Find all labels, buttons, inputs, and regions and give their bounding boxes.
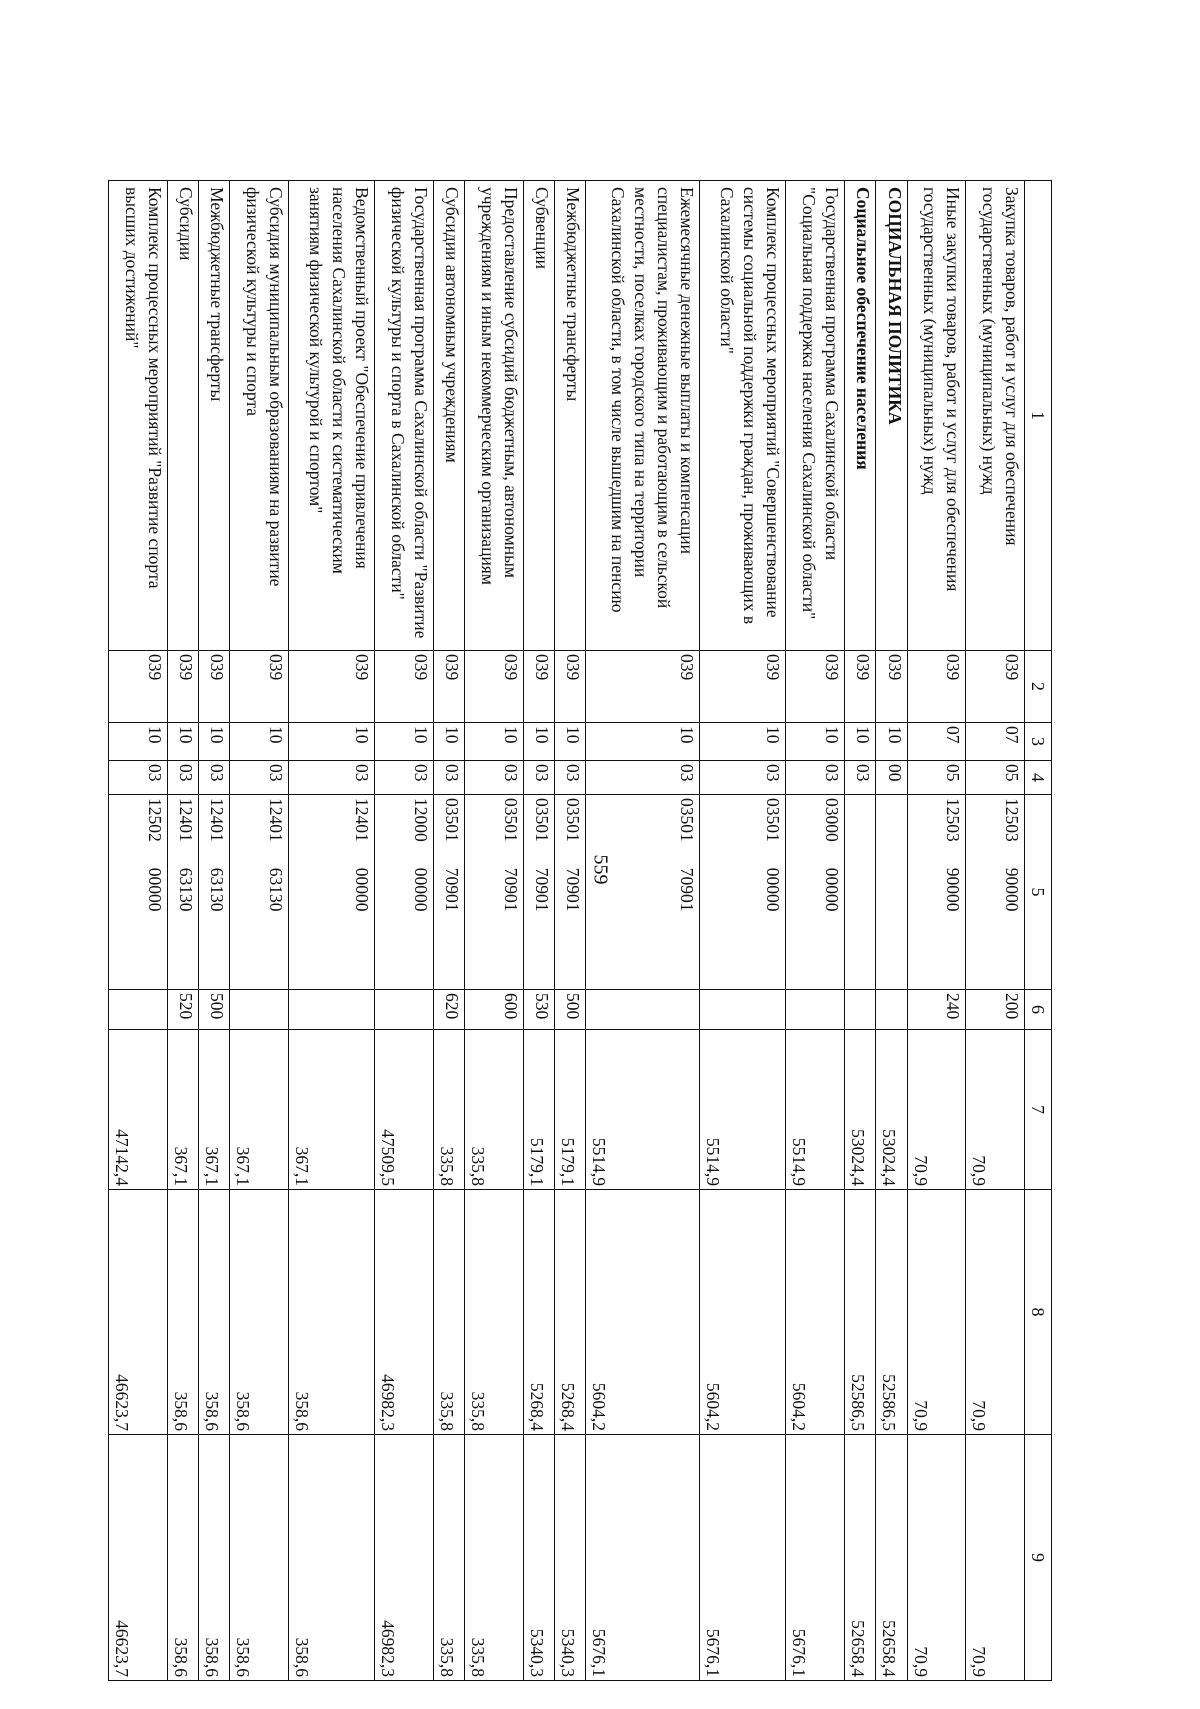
row-name: Иные закупки товаров, работ и услуг для обеспечения государственных (муниципальных) нужд — [907, 181, 966, 651]
row-value-col7: 335,8 — [465, 1030, 524, 1190]
row-name: Ежемесячные денежные выплаты и компенсации специалистам, проживающим и работающим в сельской местности, поселках городского типа на территории Сахалинской области, в том числе вышедшим на пенсию — [586, 181, 700, 651]
row-value-col7: 53024,4 — [876, 1030, 907, 1190]
row-target-article — [230, 795, 289, 990]
row-value-col9: 5676,1 — [700, 1435, 786, 1681]
row-expense-type — [288, 990, 374, 1030]
row-section-code: 10 — [555, 723, 586, 761]
row-expense-type: 520 — [167, 990, 198, 1030]
row-value-col9: 46623,7 — [109, 1435, 168, 1681]
target-article-direction: 90000 — [1002, 867, 1022, 912]
row-section-code: 07 — [907, 723, 966, 761]
row-ministry-code: 039 — [845, 651, 876, 723]
target-article-direction: 70901 — [563, 867, 584, 912]
row-ministry-code: 039 — [523, 651, 554, 723]
target-article-direction: 00000 — [144, 867, 165, 912]
row-ministry-code: 039 — [288, 651, 374, 723]
row-value-col8: 70,9 — [966, 1190, 1025, 1435]
table-row — [199, 181, 230, 1681]
row-target-article — [288, 795, 374, 990]
row-value-col7: 70,9 — [907, 1030, 966, 1190]
row-name: Социальное обеспечение населения — [845, 181, 876, 651]
target-article-program: 03501 — [442, 798, 463, 842]
table-row — [109, 181, 168, 1681]
row-subsection-code: 03 — [555, 761, 586, 795]
row-subsection-code: 03 — [586, 761, 700, 795]
target-article-direction: 00000 — [352, 867, 373, 912]
row-ministry-code: 039 — [786, 651, 845, 723]
table-row — [555, 181, 586, 1681]
row-value-col9: 52658,4 — [845, 1435, 876, 1681]
row-name: Ведомственный проект "Обеспечение привлечения населения Сахалинской области к систематическим занятиям физической культурой и спортом" — [288, 181, 374, 651]
target-article-program: 03501 — [500, 798, 521, 842]
table-row — [167, 181, 198, 1681]
row-value-col8: 335,8 — [465, 1190, 524, 1435]
row-section-code: 10 — [700, 723, 786, 761]
header-col-4: 4 — [1025, 761, 1052, 795]
row-subsection-code: 03 — [700, 761, 786, 795]
target-article-program: 03000 — [822, 798, 843, 842]
row-subsection-code: 00 — [876, 761, 907, 795]
row-value-col8: 46623,7 — [109, 1190, 168, 1435]
target-article-program: 12401 — [352, 798, 373, 842]
row-value-col8: 46982,3 — [375, 1190, 434, 1435]
target-article-direction: 63130 — [265, 867, 286, 912]
target-article-direction: 63130 — [207, 867, 228, 912]
row-subsection-code: 03 — [199, 761, 230, 795]
rotated-table-container — [108, 180, 1052, 1680]
row-subsection-code: 03 — [465, 761, 524, 795]
table-row — [586, 181, 700, 1681]
table-body — [109, 181, 1052, 1681]
row-target-article — [786, 795, 845, 990]
row-value-col8: 335,8 — [434, 1190, 465, 1435]
row-value-col8: 5268,4 — [523, 1190, 554, 1435]
row-subsection-code: 03 — [786, 761, 845, 795]
row-value-col7: 47509,5 — [375, 1030, 434, 1190]
target-article-program: 12401 — [176, 798, 197, 842]
row-ministry-code: 039 — [700, 651, 786, 723]
target-article-program: 03501 — [532, 798, 553, 842]
budget-table — [108, 180, 1052, 1681]
row-section-code: 10 — [288, 723, 374, 761]
target-article-direction: 63130 — [176, 867, 197, 912]
target-article-program: 03501 — [763, 798, 784, 842]
row-value-col9: 5676,1 — [786, 1435, 845, 1681]
row-target-article — [907, 795, 966, 990]
row-name: Государственная программа Сахалинской области "Социальная поддержка населения Сахалинской области" — [786, 181, 845, 651]
row-ministry-code: 039 — [465, 651, 524, 723]
table-row — [434, 181, 465, 1681]
row-target-article — [586, 795, 700, 990]
row-value-col8: 358,6 — [288, 1190, 374, 1435]
row-value-col7: 367,1 — [288, 1030, 374, 1190]
header-col-8: 8 — [1025, 1190, 1052, 1435]
row-target-article — [465, 795, 524, 990]
row-subsection-code: 03 — [845, 761, 876, 795]
row-value-col7: 5514,9 — [700, 1030, 786, 1190]
row-expense-type — [109, 990, 168, 1030]
row-value-col7: 5514,9 — [786, 1030, 845, 1190]
table-row — [966, 181, 1025, 1681]
row-name: Предоставление субсидий бюджетным, автономным учреждениям и иным некоммерческим организациям — [465, 181, 524, 651]
table-row — [288, 181, 374, 1681]
header-col-2: 2 — [1025, 651, 1052, 723]
row-section-code: 07 — [966, 723, 1025, 761]
row-target-article — [966, 795, 1025, 990]
row-value-col7: 5514,9 — [586, 1030, 700, 1190]
target-article-program: 12503 — [943, 798, 964, 842]
row-value-col7: 53024,4 — [845, 1030, 876, 1190]
row-value-col9: 5676,1 — [586, 1435, 700, 1681]
target-article-direction: 70901 — [500, 867, 521, 912]
header-col-1: 1 — [1025, 181, 1052, 651]
row-subsection-code: 05 — [966, 761, 1025, 795]
row-value-col8: 5604,2 — [700, 1190, 786, 1435]
header-col-5: 5 — [1025, 795, 1052, 990]
row-expense-type: 500 — [199, 990, 230, 1030]
row-expense-type: 530 — [523, 990, 554, 1030]
target-article-program: 12502 — [144, 798, 165, 842]
row-name: Государственная программа Сахалинской области "Развитие физической культуры и спорта в Сахалинской области" — [375, 181, 434, 651]
row-expense-type: 200 — [966, 990, 1025, 1030]
header-col-6: 6 — [1025, 990, 1052, 1030]
row-section-code: 10 — [199, 723, 230, 761]
header-col-9: 9 — [1025, 1435, 1052, 1681]
table-row — [786, 181, 845, 1681]
row-value-col9: 335,8 — [434, 1435, 465, 1681]
row-name: Межбюджетные трансферты — [199, 181, 230, 651]
row-expense-type: 240 — [907, 990, 966, 1030]
row-value-col8: 5604,2 — [786, 1190, 845, 1435]
target-article-direction: 90000 — [943, 867, 964, 912]
row-value-col9: 358,6 — [167, 1435, 198, 1681]
row-target-article — [523, 795, 554, 990]
row-ministry-code: 039 — [230, 651, 289, 723]
row-section-code: 10 — [230, 723, 289, 761]
target-article-program: 12401 — [265, 798, 286, 842]
row-ministry-code: 039 — [434, 651, 465, 723]
row-section-code: 10 — [845, 723, 876, 761]
table-row — [700, 181, 786, 1681]
row-ministry-code: 039 — [199, 651, 230, 723]
row-target-article — [876, 795, 907, 990]
table-row — [375, 181, 434, 1681]
row-value-col7: 367,1 — [167, 1030, 198, 1190]
row-subsection-code: 03 — [109, 761, 168, 795]
row-value-col7: 367,1 — [199, 1030, 230, 1190]
row-target-article — [845, 795, 876, 990]
row-value-col8: 70,9 — [907, 1190, 966, 1435]
table-row — [845, 181, 876, 1681]
row-section-code: 10 — [434, 723, 465, 761]
row-target-article — [167, 795, 198, 990]
row-value-col9: 335,8 — [465, 1435, 524, 1681]
row-value-col8: 358,6 — [230, 1190, 289, 1435]
row-name: Межбюджетные трансферты — [555, 181, 586, 651]
row-target-article — [199, 795, 230, 990]
row-subsection-code: 03 — [523, 761, 554, 795]
row-value-col8: 358,6 — [167, 1190, 198, 1435]
row-subsection-code: 03 — [434, 761, 465, 795]
row-value-col7: 47142,4 — [109, 1030, 168, 1190]
target-article-program: 12000 — [411, 798, 431, 842]
row-section-code: 10 — [876, 723, 907, 761]
row-target-article — [700, 795, 786, 990]
row-value-col8: 358,6 — [199, 1190, 230, 1435]
row-ministry-code: 039 — [555, 651, 586, 723]
row-value-col9: 46982,3 — [375, 1435, 434, 1681]
row-name: Субвенции — [523, 181, 554, 651]
row-value-col7: 5179,1 — [555, 1030, 586, 1190]
target-article-program: 12503 — [1002, 798, 1022, 842]
row-name: СОЦИАЛЬНАЯ ПОЛИТИКА — [876, 181, 907, 651]
row-subsection-code: 03 — [167, 761, 198, 795]
header-col-7: 7 — [1025, 1030, 1052, 1190]
table-header-row — [1025, 181, 1052, 1681]
row-name: Субсидии — [167, 181, 198, 651]
table-row — [907, 181, 966, 1681]
row-value-col9: 358,6 — [230, 1435, 289, 1681]
row-section-code: 10 — [167, 723, 198, 761]
row-value-col7: 335,8 — [434, 1030, 465, 1190]
row-section-code: 10 — [586, 723, 700, 761]
row-name: Закупка товаров, работ и услуг для обеспечения государственных (муниципальных) нужд — [966, 181, 1025, 651]
row-subsection-code: 05 — [907, 761, 966, 795]
row-value-col8: 52586,5 — [876, 1190, 907, 1435]
target-article-direction: 00000 — [411, 867, 431, 912]
row-value-col9: 70,9 — [907, 1435, 966, 1681]
row-expense-type — [375, 990, 434, 1030]
target-article-program: 03501 — [677, 798, 698, 842]
table-row — [876, 181, 907, 1681]
row-ministry-code: 039 — [966, 651, 1025, 723]
row-subsection-code: 03 — [375, 761, 434, 795]
row-value-col8: 5604,2 — [586, 1190, 700, 1435]
row-name: Субсидии автономным учреждениям — [434, 181, 465, 651]
row-target-article — [434, 795, 465, 990]
target-article-direction: 00000 — [763, 867, 784, 912]
row-expense-type: 620 — [434, 990, 465, 1030]
target-article-program: 03501 — [563, 798, 584, 842]
row-ministry-code: 039 — [876, 651, 907, 723]
row-value-col8: 52586,5 — [845, 1190, 876, 1435]
row-expense-type — [876, 990, 907, 1030]
row-target-article — [109, 795, 168, 990]
row-value-col8: 5268,4 — [555, 1190, 586, 1435]
row-value-col9: 5340,3 — [555, 1435, 586, 1681]
row-expense-type — [230, 990, 289, 1030]
row-name: Комплекс процессных мероприятий "Развитие спорта высших достижений" — [109, 181, 168, 651]
row-value-col9: 358,6 — [288, 1435, 374, 1681]
target-article-program: 12401 — [207, 798, 228, 842]
row-ministry-code: 039 — [586, 651, 700, 723]
table-row — [523, 181, 554, 1681]
target-article-direction: 70901 — [677, 867, 698, 912]
row-value-col7: 5179,1 — [523, 1030, 554, 1190]
row-expense-type — [586, 990, 700, 1030]
row-value-col9: 358,6 — [199, 1435, 230, 1681]
row-expense-type: 500 — [555, 990, 586, 1030]
row-value-col7: 70,9 — [966, 1030, 1025, 1190]
row-ministry-code: 039 — [375, 651, 434, 723]
table-row — [230, 181, 289, 1681]
target-article-direction: 70901 — [442, 867, 463, 912]
row-ministry-code: 039 — [167, 651, 198, 723]
row-section-code: 10 — [109, 723, 168, 761]
row-subsection-code: 03 — [288, 761, 374, 795]
row-subsection-code: 03 — [230, 761, 289, 795]
row-name: Субсидия муниципальным образованиям на развитие физической культуры и спорта — [230, 181, 289, 651]
header-col-3: 3 — [1025, 723, 1052, 761]
row-value-col9: 5340,3 — [523, 1435, 554, 1681]
row-section-code: 10 — [786, 723, 845, 761]
row-ministry-code: 039 — [907, 651, 966, 723]
row-section-code: 10 — [375, 723, 434, 761]
row-value-col7: 367,1 — [230, 1030, 289, 1190]
page-number: 559 — [589, 854, 612, 885]
row-expense-type — [786, 990, 845, 1030]
row-expense-type: 600 — [465, 990, 524, 1030]
row-section-code: 10 — [523, 723, 554, 761]
row-name: Комплекс процессных мероприятий "Совершенствование системы социальной поддержки граждан, проживающих в Сахалинской области" — [700, 181, 786, 651]
row-value-col9: 70,9 — [966, 1435, 1025, 1681]
target-article-direction: 00000 — [822, 867, 843, 912]
row-value-col9: 52658,4 — [876, 1435, 907, 1681]
row-target-article — [555, 795, 586, 990]
table-row — [465, 181, 524, 1681]
row-target-article — [375, 795, 434, 990]
row-section-code: 10 — [465, 723, 524, 761]
row-ministry-code: 039 — [109, 651, 168, 723]
row-expense-type — [845, 990, 876, 1030]
target-article-direction: 70901 — [532, 867, 553, 912]
row-expense-type — [700, 990, 786, 1030]
